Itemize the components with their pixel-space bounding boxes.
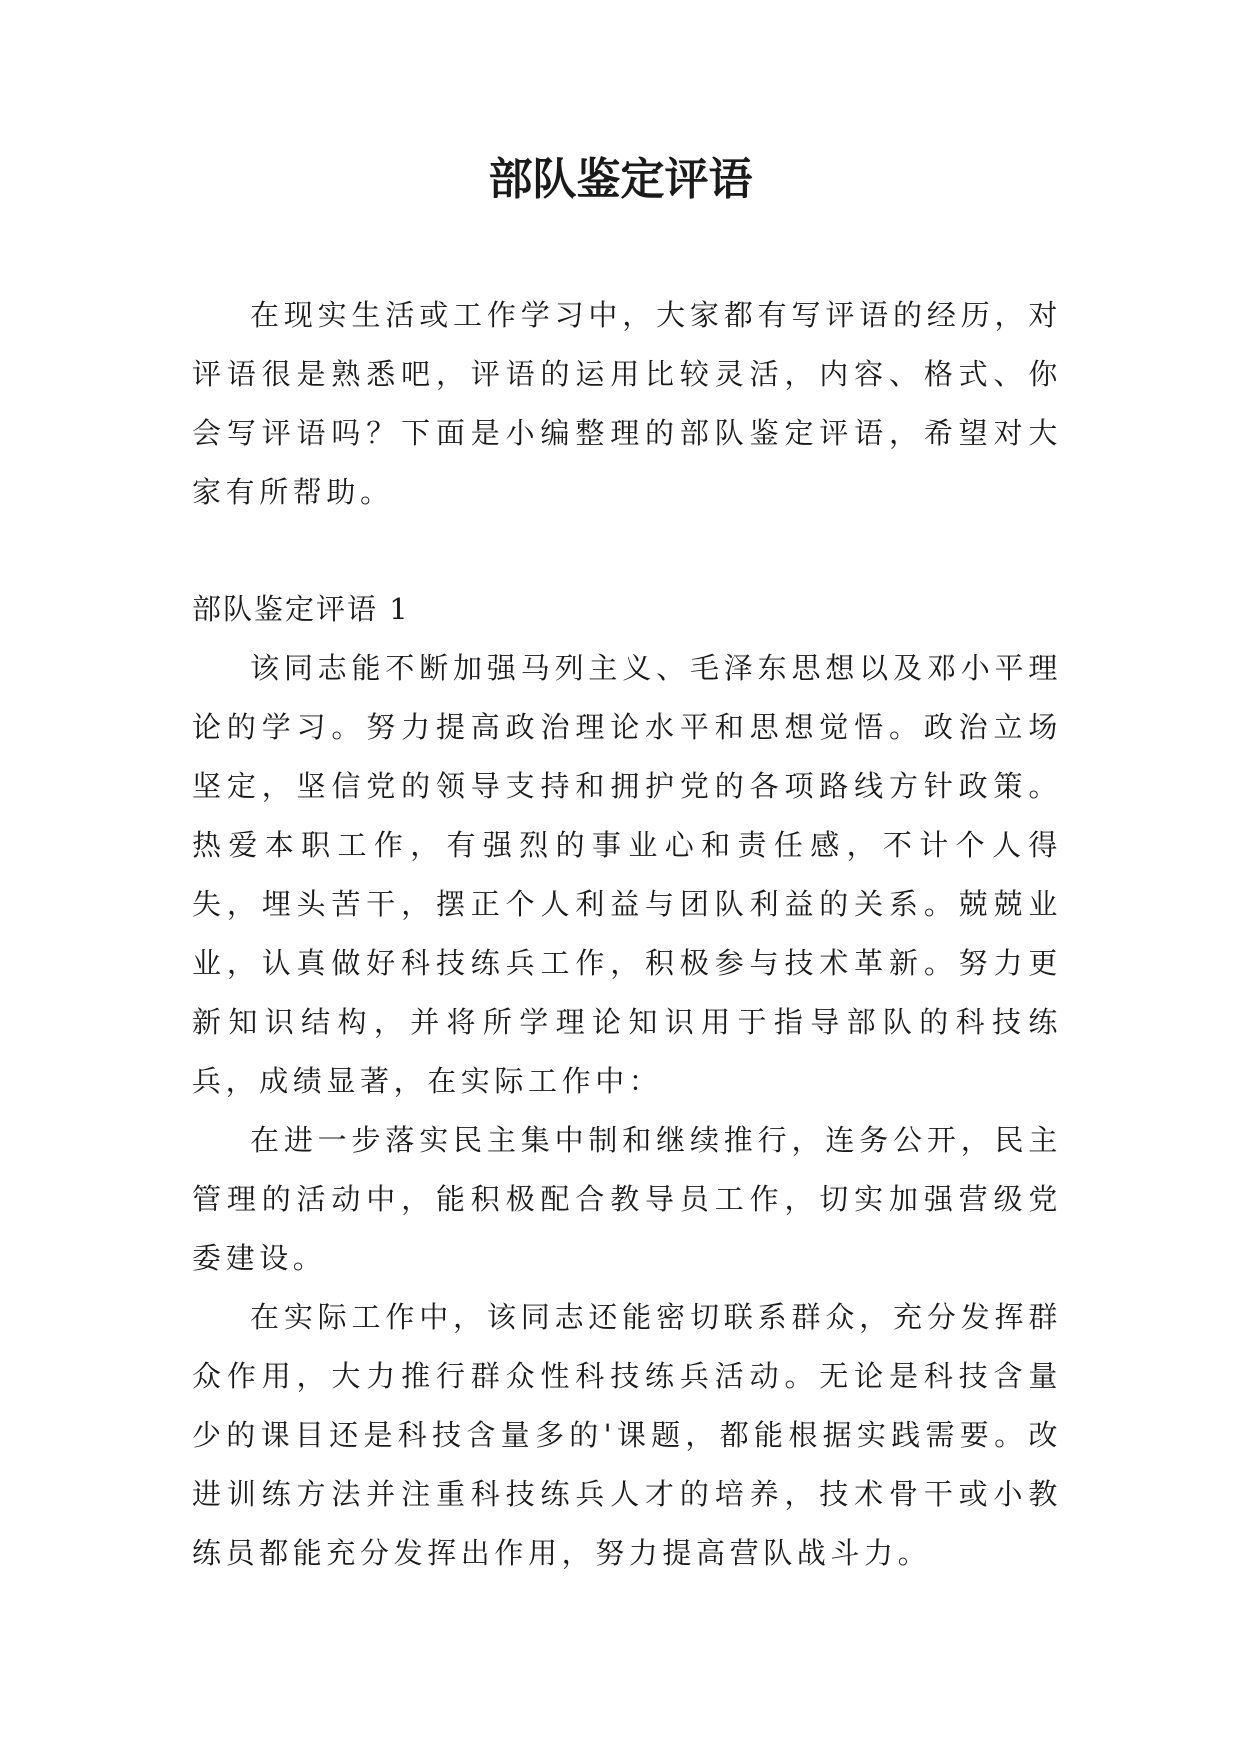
document-title: 部队鉴定评语 (488, 154, 753, 205)
intro-paragraph: 在现实生活或工作学习中，大家都有写评语的经历，对评语很是熟悉吧，评语的运用比较灵活，内容、格式、你会写评语吗？下面是小编整理的部队鉴定评语，希望对大家有所帮助。 (192, 298, 1062, 509)
section-1-paragraph-1: 该同志能不断加强马列主义、毛泽东思想以及邓小平理论的学习。努力提高政治理论水平和思想觉悟。政治立场坚定，坚信党的领导支持和拥护党的各项路线方针政策。热爱本职工作，有强烈的事业心和责任感，不计个人得失，埋头苦干，摆正个人利益与团队利益的关系。兢兢业业，认真做好科技练兵工作，积极参与技术革新。努力更新知识结构，并将所学理论知识用于指导部队的科技练兵，成绩显著，在实际工作中： (192, 651, 1062, 1098)
intro-block (192, 286, 1062, 522)
section-1-paragraph-2: 在进一步落实民主集中制和继续推行，连务公开，民主管理的活动中，能积极配合教导员工作，切实加强营级党委建设。 (192, 1123, 1062, 1275)
section-1-heading: 部队鉴定评语 1 (192, 592, 410, 626)
section-1-paragraph-3: 在实际工作中，该同志还能密切联系群众，充分发挥群众作用，大力推行群众性科技练兵活动。无论是科技含量少的课目还是科技含量多的'课题，都能根据实践需要。改进训练方法并注重科技练兵人才的培养，技术骨干或小教练员都能充分发挥出作用，努力提高营队战斗力。 (192, 1300, 1062, 1570)
section-1 (192, 580, 1062, 1583)
